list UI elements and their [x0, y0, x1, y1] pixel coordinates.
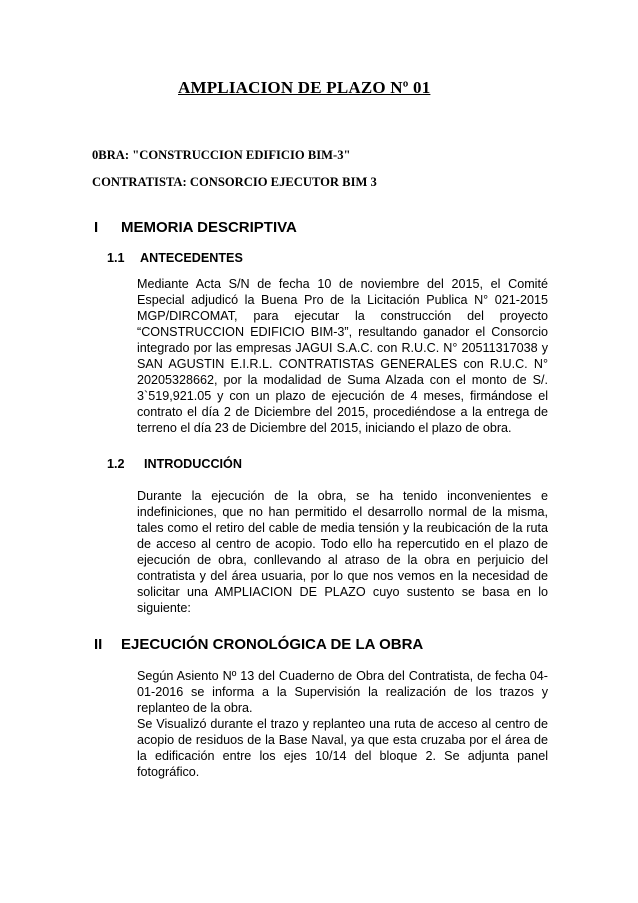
- subsection-1-2-number: 1.2: [107, 457, 125, 471]
- antecedentes-paragraph: Mediante Acta S/N de fecha 10 de noviembre del 2015, el Comité Especial adjudicó la Buena Pro de la Licitación Publica N° 021-2015 MGP/DIRCOMAT, para ejecutar la construcción del proyecto “CONSTRUCCION EDIFICIO BIM-3”, resultando ganador el Consorcio integrado por las empresas JAGUI S.A.C. con R.U.C. N° 20511317038 y SAN AGUSTIN E.I.R.L. CONTRATISTAS GENERALES con R.U.C. N° 20205328662, por la modalidad de Suma Alzada con el monto de S/. 3`519,921.05 y con un plazo de ejecución de 4 meses, firmándose el contrato el día 2 de Diciembre del 2015, procediéndose a la entrega de terreno el día 23 de Diciembre del 2015, iniciando el plazo de obra.: [137, 277, 548, 435]
- introduccion-paragraph: Durante la ejecución de la obra, se ha tenido inconvenientes e indefiniciones, que no han permitido el desarrollo normal de la misma, tales como el retiro del cable de media tensión y la reubicación de la ruta de acceso al centro de acopio. Todo ello ha repercutido en el plazo de ejecución de obra, conllevando al atraso de la obra en perjuicio del contratista y del área usuaria, por lo que nos vemos en la necesidad de solicitar una AMPLIACION DE PLAZO cuyo sustento se basa en lo siguiente:: [137, 489, 548, 615]
- document-title: AMPLIACION DE PLAZO Nº 01: [178, 78, 431, 97]
- section-2-number: II: [94, 636, 103, 653]
- obra-line: 0BRA: "CONSTRUCCION EDIFICIO BIM-3": [92, 148, 351, 162]
- subsection-1-2-title: INTRODUCCIÓN: [144, 457, 242, 471]
- subsection-1-1-number: 1.1: [107, 251, 125, 265]
- section-1-number: I: [94, 219, 99, 236]
- subsection-1-1-title: ANTECEDENTES: [140, 251, 243, 265]
- section-1-title: MEMORIA DESCRIPTIVA: [121, 219, 297, 236]
- ejecucion-paragraph-1: Según Asiento Nº 13 del Cuaderno de Obra del Contratista, de fecha 04-01-2016 se informa a la Supervisión la realización de los trazos y replanteo de la obra.: [137, 669, 548, 715]
- contratista-line: CONTRATISTA: CONSORCIO EJECUTOR BIM 3: [92, 175, 377, 189]
- ejecucion-paragraph-2: Se Visualizó durante el trazo y replanteo una ruta de acceso al centro de acopio de residuos de la Base Naval, ya que esta cruzaba por el área de la edificación entre los ejes 10/14 del bloque 2. Se adjunta panel fotográfico.: [137, 717, 548, 779]
- section-2-title: EJECUCIÓN CRONOLÓGICA DE LA OBRA: [121, 636, 424, 653]
